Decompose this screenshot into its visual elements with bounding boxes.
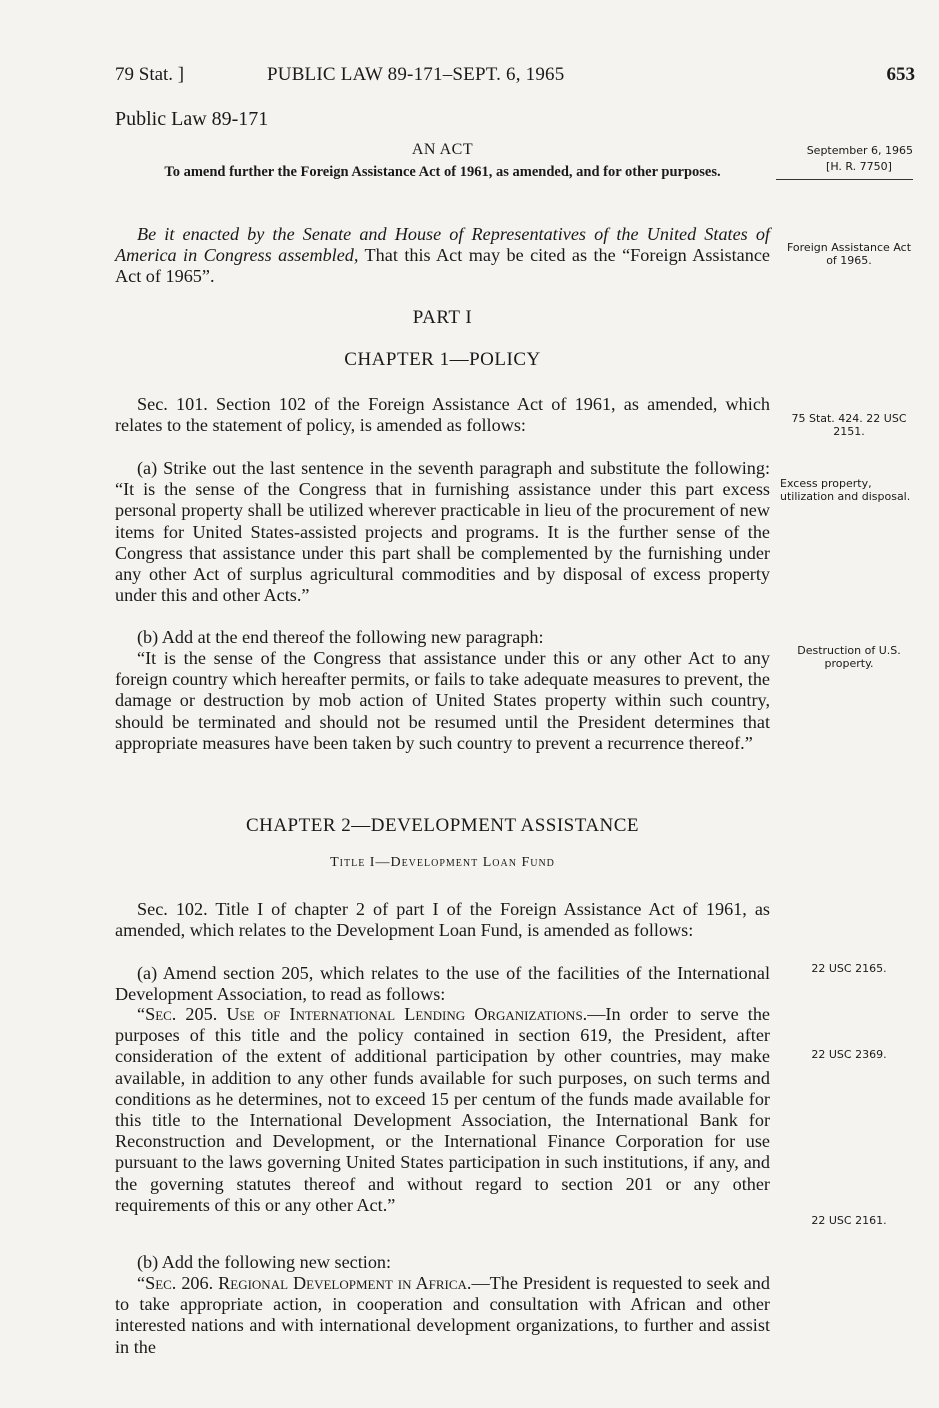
bill-number: [H. R. 7750] bbox=[826, 160, 892, 173]
margin-note-statute: 75 Stat. 424. 22 USC 2151. bbox=[791, 412, 907, 438]
statute-reference: 79 Stat. ] bbox=[115, 64, 185, 85]
part-heading: PART I bbox=[412, 307, 473, 328]
margin-note-short-title: Foreign Assistance Act of 1965. bbox=[786, 241, 912, 267]
section-206-text: —The President is requested to seek and to take appropriate action, in cooperation and consultation with African and other interested nations and with international development organizations, to further and assist in the bbox=[115, 1273, 770, 1357]
section-205-text: —In order to serve the purposes of this title and the policy contained in section 619, the President, after consideration of the extent of additional participation by other countries, may make available, in addition to any other funds available for such purposes, on such terms and conditions as he determines, not to exceed 15 per centum of the funds made available for this title to the International Development Association, the International Bank for Reconstruction and Development, or the International Finance Corporation for use pursuant to the laws governing United States participation in such institutions, if any, and the governing statutes thereof and without regard to section 201 or any other requirements of this or any other Act.” bbox=[115, 1004, 771, 1215]
enacting-clause-italic: Be it enacted by the Senate and House of Representatives of the United States of America in Congress assembled, bbox=[115, 224, 770, 266]
sidebar-divider bbox=[776, 179, 913, 180]
header-title: PUBLIC LAW 89-171–SEPT. 6, 1965 bbox=[267, 64, 565, 85]
section-101-a: (a) Strike out the last sentence in the seventh paragraph and substitute the following: “It is the sense of the Congress that in furnishing assistance under this part excess personal property shall be utilized wherever practicable in lieu of the procurement of new items for United States-assisted projects and programs. It is the further sense of the Congress that assistance under this part shall be complemented by the furnishing under any other Act of surplus agricultural commodities and by disposal of excess property under this and other Acts.” bbox=[115, 458, 770, 606]
section-206 bbox=[115, 1273, 770, 1358]
enacting-clause-rest: That this Act may be cited as the “Foreign Assistance Act of 1965”. bbox=[115, 245, 770, 287]
margin-note-22usc2161: 22 USC 2161. bbox=[811, 1214, 887, 1227]
act-heading: AN ACT bbox=[411, 141, 474, 158]
section-206-heading: “Sec. 206. Regional Development in Africa. bbox=[137, 1273, 472, 1293]
running-header bbox=[115, 64, 915, 92]
enactment-date: September 6, 1965 bbox=[806, 144, 913, 157]
section-102-b: (b) Add the following new section: bbox=[137, 1252, 392, 1272]
chapter-1-heading: CHAPTER 1—POLICY bbox=[344, 349, 541, 370]
enacting-clause bbox=[115, 224, 770, 288]
public-law-label: Public Law 89-171 bbox=[115, 108, 269, 130]
margin-note-excess-property: Excess property, utilization and disposal. bbox=[780, 477, 911, 503]
section-205-heading: “Sec. 205. Use of International Lending Organizations. bbox=[137, 1004, 588, 1024]
chapter-2-heading: CHAPTER 2—DEVELOPMENT ASSISTANCE bbox=[245, 815, 640, 836]
section-101-b-quote: “It is the sense of the Congress that assistance under this or any other Act to any foreign country which hereafter permits, or fails to take adequate measures to prevent, the damage or destruction by mob action of United States property within such country, should be terminated and should not be resumed until the President determines that appropriate measures have been taken by such country to prevent a recurrence thereof.” bbox=[115, 648, 770, 753]
title-1-heading: Title I—Development Loan Fund bbox=[330, 855, 555, 870]
section-102-a: (a) Amend section 205, which relates to the use of the facilities of the International Development Association, to read as follows: bbox=[115, 963, 770, 1005]
enactment-date-note bbox=[775, 143, 913, 175]
page-number: 653 bbox=[886, 64, 915, 85]
section-101-b: (b) Add at the end thereof the following new paragraph: bbox=[137, 627, 544, 647]
section-205 bbox=[115, 1004, 770, 1216]
act-purpose: To amend further the Foreign Assistance Act of 1961, as amended, and for other purposes. bbox=[164, 164, 721, 180]
section-102: Sec. 102. Title I of chapter 2 of part I of the Foreign Assistance Act of 1961, as amended, which relates to the Development Loan Fund, is amended as follows: bbox=[115, 899, 770, 941]
margin-note-22usc2369: 22 USC 2369. bbox=[811, 1048, 887, 1061]
section-101: Sec. 101. Section 102 of the Foreign Assistance Act of 1961, as amended, which relates to the statement of policy, is amended as follows: bbox=[115, 394, 770, 436]
margin-note-22usc2165: 22 USC 2165. bbox=[811, 962, 887, 975]
margin-note-destruction: Destruction of U.S. property. bbox=[797, 644, 901, 670]
